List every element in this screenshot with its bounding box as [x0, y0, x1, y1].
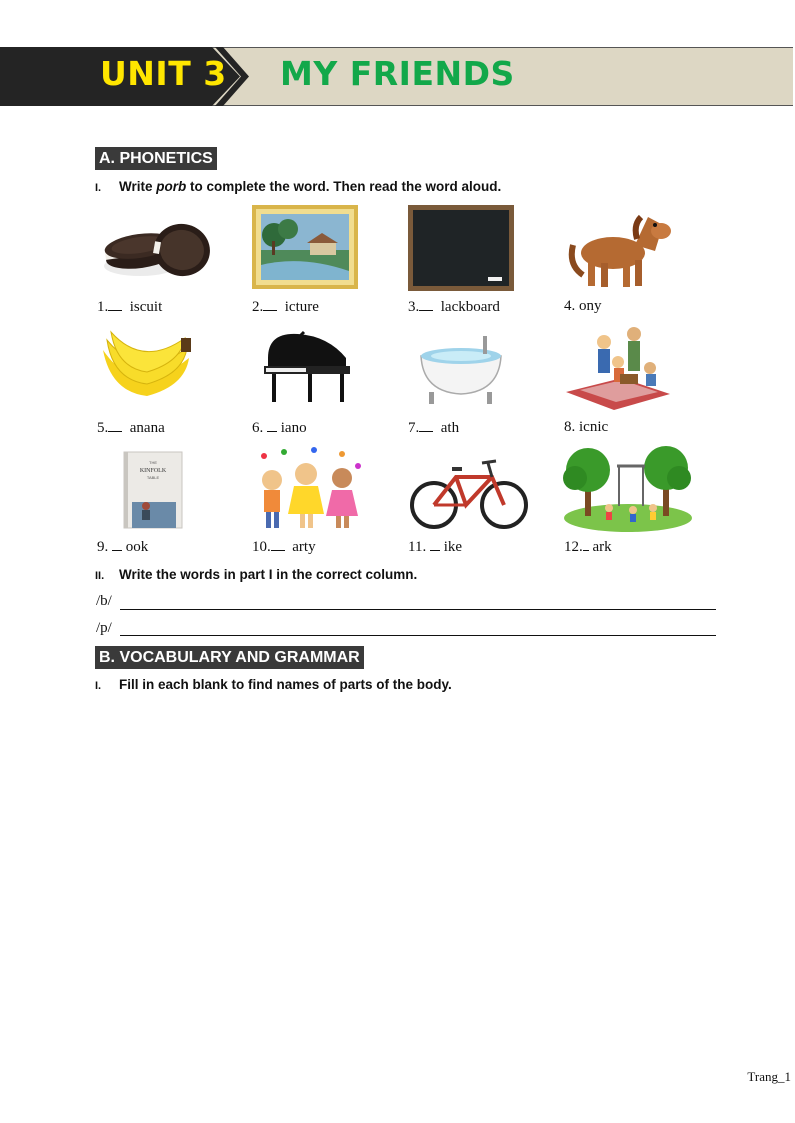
bathtub-image [413, 330, 509, 410]
answer-blank[interactable] [430, 538, 440, 551]
part-2-instruction: II. Write the words in part I in the correct column. [95, 567, 418, 582]
word-item-4: 4. ony [564, 298, 602, 314]
biscuit-image [100, 220, 215, 280]
part-number: I. [95, 680, 102, 692]
answer-blank[interactable] [267, 419, 277, 432]
park-image [563, 446, 693, 534]
row-label-p: /p/ [96, 620, 112, 636]
section-b-heading: B. VOCABULARY AND GRAMMAR [95, 646, 364, 669]
word-item-11: 11. ike [408, 539, 463, 555]
answer-line-p[interactable] [120, 635, 716, 636]
answer-blank[interactable] [271, 538, 285, 551]
word-item-7: 7. ath [408, 420, 460, 436]
picture-image [252, 205, 358, 289]
word-item-8: 8. icnic [564, 419, 609, 435]
book-title: KINFOLK [139, 468, 167, 474]
emphasis-text: porb [156, 179, 187, 194]
answer-line-b[interactable] [120, 609, 716, 610]
answer-blank[interactable] [112, 538, 122, 551]
svg-text:THE: THE [149, 460, 157, 465]
part-number: I. [95, 182, 102, 194]
part-number: II. [95, 570, 105, 582]
answer-blank[interactable] [419, 419, 433, 432]
bike-image [408, 455, 530, 533]
word-item-3: 3. lackboard [408, 299, 500, 315]
word-item-10: 10. arty [252, 539, 316, 555]
party-image [254, 446, 366, 534]
pony-image [563, 205, 673, 290]
word-item-9: 9. ook [97, 539, 149, 555]
unit-number: UNIT 3 [100, 54, 227, 93]
answer-blank[interactable] [108, 419, 122, 432]
part-1-instruction-b: I. Fill in each blank to find names of parts of the body. [95, 677, 452, 692]
answer-blank[interactable] [263, 298, 277, 311]
picnic-image [562, 322, 674, 412]
unit-title: MY FRIENDS [280, 54, 515, 93]
unit-banner [0, 47, 795, 105]
book-subtitle: TABLE [146, 475, 160, 480]
answer-blank[interactable] [108, 298, 122, 311]
section-a-heading: A. PHONETICS [95, 147, 217, 170]
piano-image [258, 328, 354, 404]
word-item-6: 6. iano [252, 420, 307, 436]
part-1-instruction: I. Write porb to complete the word. Then read the word aloud. [95, 179, 502, 194]
word-item-2: 2. icture [252, 299, 319, 315]
row-label-b: /b/ [96, 593, 112, 609]
answer-blank[interactable] [419, 298, 433, 311]
book-image [122, 450, 184, 530]
page-number: Trang_1 [747, 1069, 791, 1084]
word-item-12: 12. ark [564, 539, 612, 555]
answer-blank[interactable] [583, 538, 589, 551]
blackboard-image [408, 205, 514, 291]
banana-image [97, 330, 197, 405]
word-item-1: 1. iscuit [97, 299, 163, 315]
word-item-5: 5. anana [97, 420, 165, 436]
